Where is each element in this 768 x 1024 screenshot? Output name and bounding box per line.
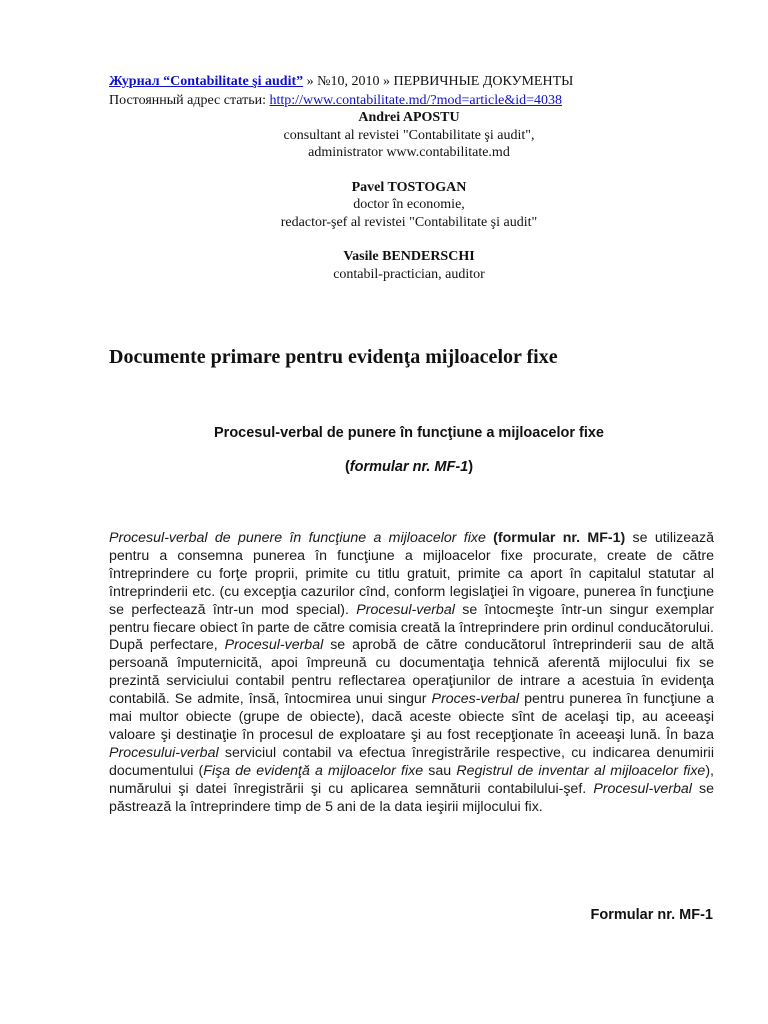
body-span: se utilizează pentru a consemna punerea în funcţiune a mijloacelor fixe procurate, create de către întreprindere cu forţe proprii, primite cu titlu gratuit, primite ca aport în capitalul statutar al întreprinderii etc. (cu excepţia cazurilor cînd, conform legislaţiei în vigoare, punerea în funcţiune se perfectează într-un mod special).: [109, 530, 714, 618]
author-name: Vasile BENDERSCHI: [343, 249, 475, 264]
permalink-line: [109, 92, 669, 109]
author-line: consultant al revistei "Contabilitate şi audit",: [283, 127, 535, 143]
author-apostu: [109, 109, 709, 162]
body-span: ), numărului şi datei înregistrării şi cu aplicarea semnăturii contabilului-şef.: [109, 762, 714, 797]
form-number-text: formular nr. MF-1: [349, 459, 469, 475]
body-paragraph: [109, 530, 714, 817]
body-span: sau: [423, 762, 457, 779]
author-line: administrator www.contabilitate.md: [308, 145, 510, 160]
body-span: Procesul-verbal: [593, 780, 692, 797]
page-title: Documente primare pentru evidenţa mijloacelor fixe: [109, 346, 558, 368]
body-span: se aprobă de către conducătorul întreprinderii sau de altă persoană împuternicită, apoi împreună cu documentaţia tehnică aferentă mijlocului fix se prezintă serviciului contabil pentru reflectarea operaţiunilor de intrare a acestuia în evidenţa contabilă. Se admite, însă, întocmirea unui singur: [109, 637, 714, 708]
author-tostogan: [109, 179, 709, 232]
journal-breadcrumb: [109, 73, 669, 90]
body-span: Procesul-verbal: [356, 601, 455, 618]
authors-block: [109, 109, 709, 300]
body-span: se păstrează la întreprindere timp de 5 ani de la data ieşirii mijlocului fix.: [109, 780, 715, 815]
body-span: Fişa de evidenţă a mijloacelor fixe: [203, 762, 424, 779]
issue-text: » №10, 2010 » ПЕРВИЧНЫЕ ДОКУМЕНТЫ: [303, 74, 574, 89]
body-span: Proces-verbal: [431, 691, 520, 708]
body-span: se întocmeşte într-un singur exemplar pentru fiecare obiect în parte de către comisia creată la întreprindere prin ordinul conducătorului. După perfectare,: [109, 601, 714, 654]
body-span: (formular nr. MF-1): [485, 530, 626, 546]
author-line: doctor în economie,: [353, 197, 465, 212]
body-span: Procesul-verbal de punere în funcţiune a mijloacelor fixe: [109, 530, 486, 546]
form-number-open: (: [344, 459, 350, 475]
form-label-right: Formular nr. MF-1: [590, 907, 713, 923]
author-benderschi: [109, 248, 709, 283]
author-name: Pavel TOSTOGAN: [351, 179, 467, 195]
body-span: Procesului-verbal: [109, 744, 219, 761]
form-number-close: ): [468, 459, 474, 475]
permalink-url-link[interactable]: http://www.contabilitate.md/?mod=article&id=4038: [269, 93, 563, 108]
journal-link[interactable]: Журнал “Contabilitate şi audit”: [109, 74, 304, 89]
form-number: [109, 458, 709, 476]
section-subtitle: Procesul-verbal de punere în funcţiune a mijloacelor fixe: [214, 425, 604, 441]
body-span: serviciul contabil va efectua înregistrările respective, cu indicarea denumirii documentului (: [109, 744, 714, 779]
permalink-label: Постоянный адрес статьи:: [109, 93, 270, 108]
body-span: pentru punerea în funcţiune a mai multor obiecte (grupe de obiecte), dacă aceste obiecte sînt de acelaşi tip, au aceeaşi valoare şi destinaţie în procesul de exploatare şi au fost recepţionate în aceeaşi lună. În baza: [109, 691, 714, 743]
body-span: Procesul-verbal: [224, 637, 324, 654]
author-line: redactor-şef al revistei "Contabilitate şi audit": [280, 214, 538, 230]
author-name: Andrei APOSTU: [358, 110, 460, 125]
body-span: Registrul de inventar al mijloacelor fixe: [456, 762, 706, 779]
author-line: contabil-practician, auditor: [333, 266, 485, 282]
